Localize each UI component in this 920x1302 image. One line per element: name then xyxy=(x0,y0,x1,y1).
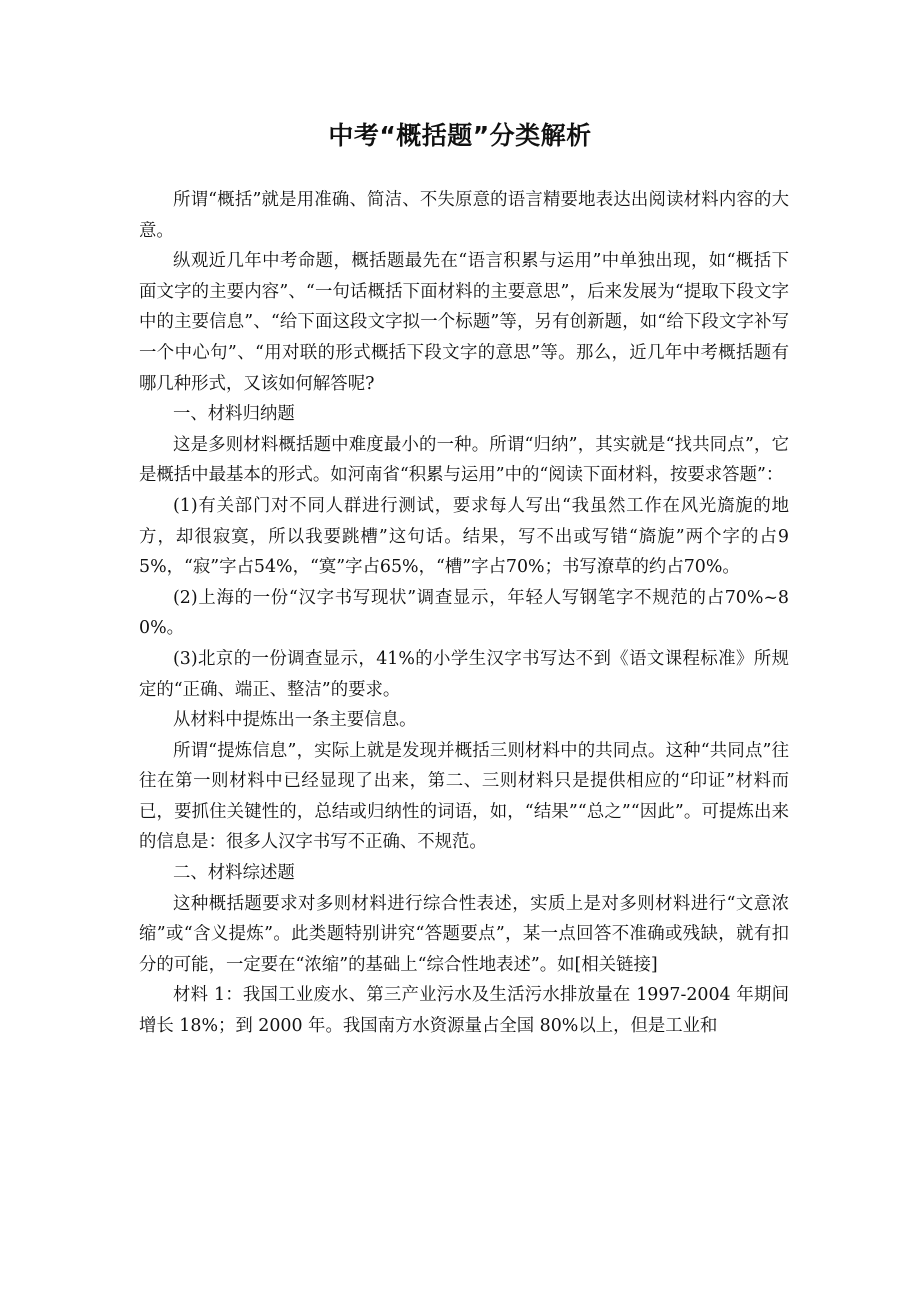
paragraph-section-1-intro: 这是多则材料概括题中难度最小的一种。所谓“归纳”，其实就是“找共同点”，它是概括中最基本的形式。如河南省“积累与运用”中的“阅读下面材料，按要求答题”： xyxy=(139,434,789,486)
section-heading-2: 二、材料综述题 xyxy=(173,863,295,884)
section-heading-1: 一、材料归纳题 xyxy=(173,404,295,425)
paragraph-analysis: 所谓“提炼信息”，实际上就是发现并概括三则材料中的共同点。这种“共同点”往往在第一则材料中已经显现了出来，第二、三则材料只是提供相应的“印证”材料而已，要抓住关键性的，总结或归纳性的词语，如，“结果”“总之”“因此”。可提炼出来的信息是：很多人汉字书写不正确、不规范。 xyxy=(139,740,789,853)
document-body xyxy=(139,185,789,1042)
paragraph-overview: 纵观近几年中考命题，概括题最先在“语言积累与运用”中单独出现，如“概括下面文字的主要内容”、“一句话概括下面材料的主要意思”，后来发展为“提取下段文字中的主要信息”、“给下面这段文字拟一个标题”等，另有创新题，如“给下段文字补写一个中心句”、“用对联的形式概括下段文字的意思”等。那么，近几年中考概括题有哪几种形式，又该如何解答呢? xyxy=(139,251,789,394)
document-title: 中考“概括题”分类解析 xyxy=(328,121,592,150)
paragraph-section-2-intro: 这种概括题要求对多则材料进行综合性表述，实质上是对多则材料进行“文意浓缩”或“含义提炼”。此类题特别讲究“答题要点”，某一点回答不准确或残缺，就有扣分的可能，一定要在“浓缩”的基础上“综合性地表述”。如[相关链接] xyxy=(139,893,789,975)
material-item-3: (3)北京的一份调查显示，41%的小学生汉字书写达不到《语文课程标准》所规定的“正确、端正、整洁”的要求。 xyxy=(139,648,789,700)
material-1-paragraph: 材料 1：我国工业废水、第三产业污水及生活污水排放量在 1997-2004 年期间增长 18%；到 2000 年。我国南方水资源量占全国 80%以上，但是工业和 xyxy=(139,985,789,1037)
material-item-2: (2)上海的一份“汉字书写现状”调查显示，年轻人写钢笔字不规范的占70%~80%。 xyxy=(139,587,789,639)
paragraph-definition: 所谓“概括”就是用准确、简洁、不失原意的语言精要地表达出阅读材料内容的大意。 xyxy=(139,190,789,241)
question-prompt: 从材料中提炼出一条主要信息。 xyxy=(173,710,417,731)
material-item-1: (1)有关部门对不同人群进行测试，要求每人写出“我虽然工作在风光旖旎的地方，却很寂寞，所以我要跳槽”这句话。结果，写不出或写错“旖旎”两个字的占95%，“寂”字占54%，“寞”字占65%，“槽”字占70%；书写潦草的约占70%。 xyxy=(139,495,789,578)
